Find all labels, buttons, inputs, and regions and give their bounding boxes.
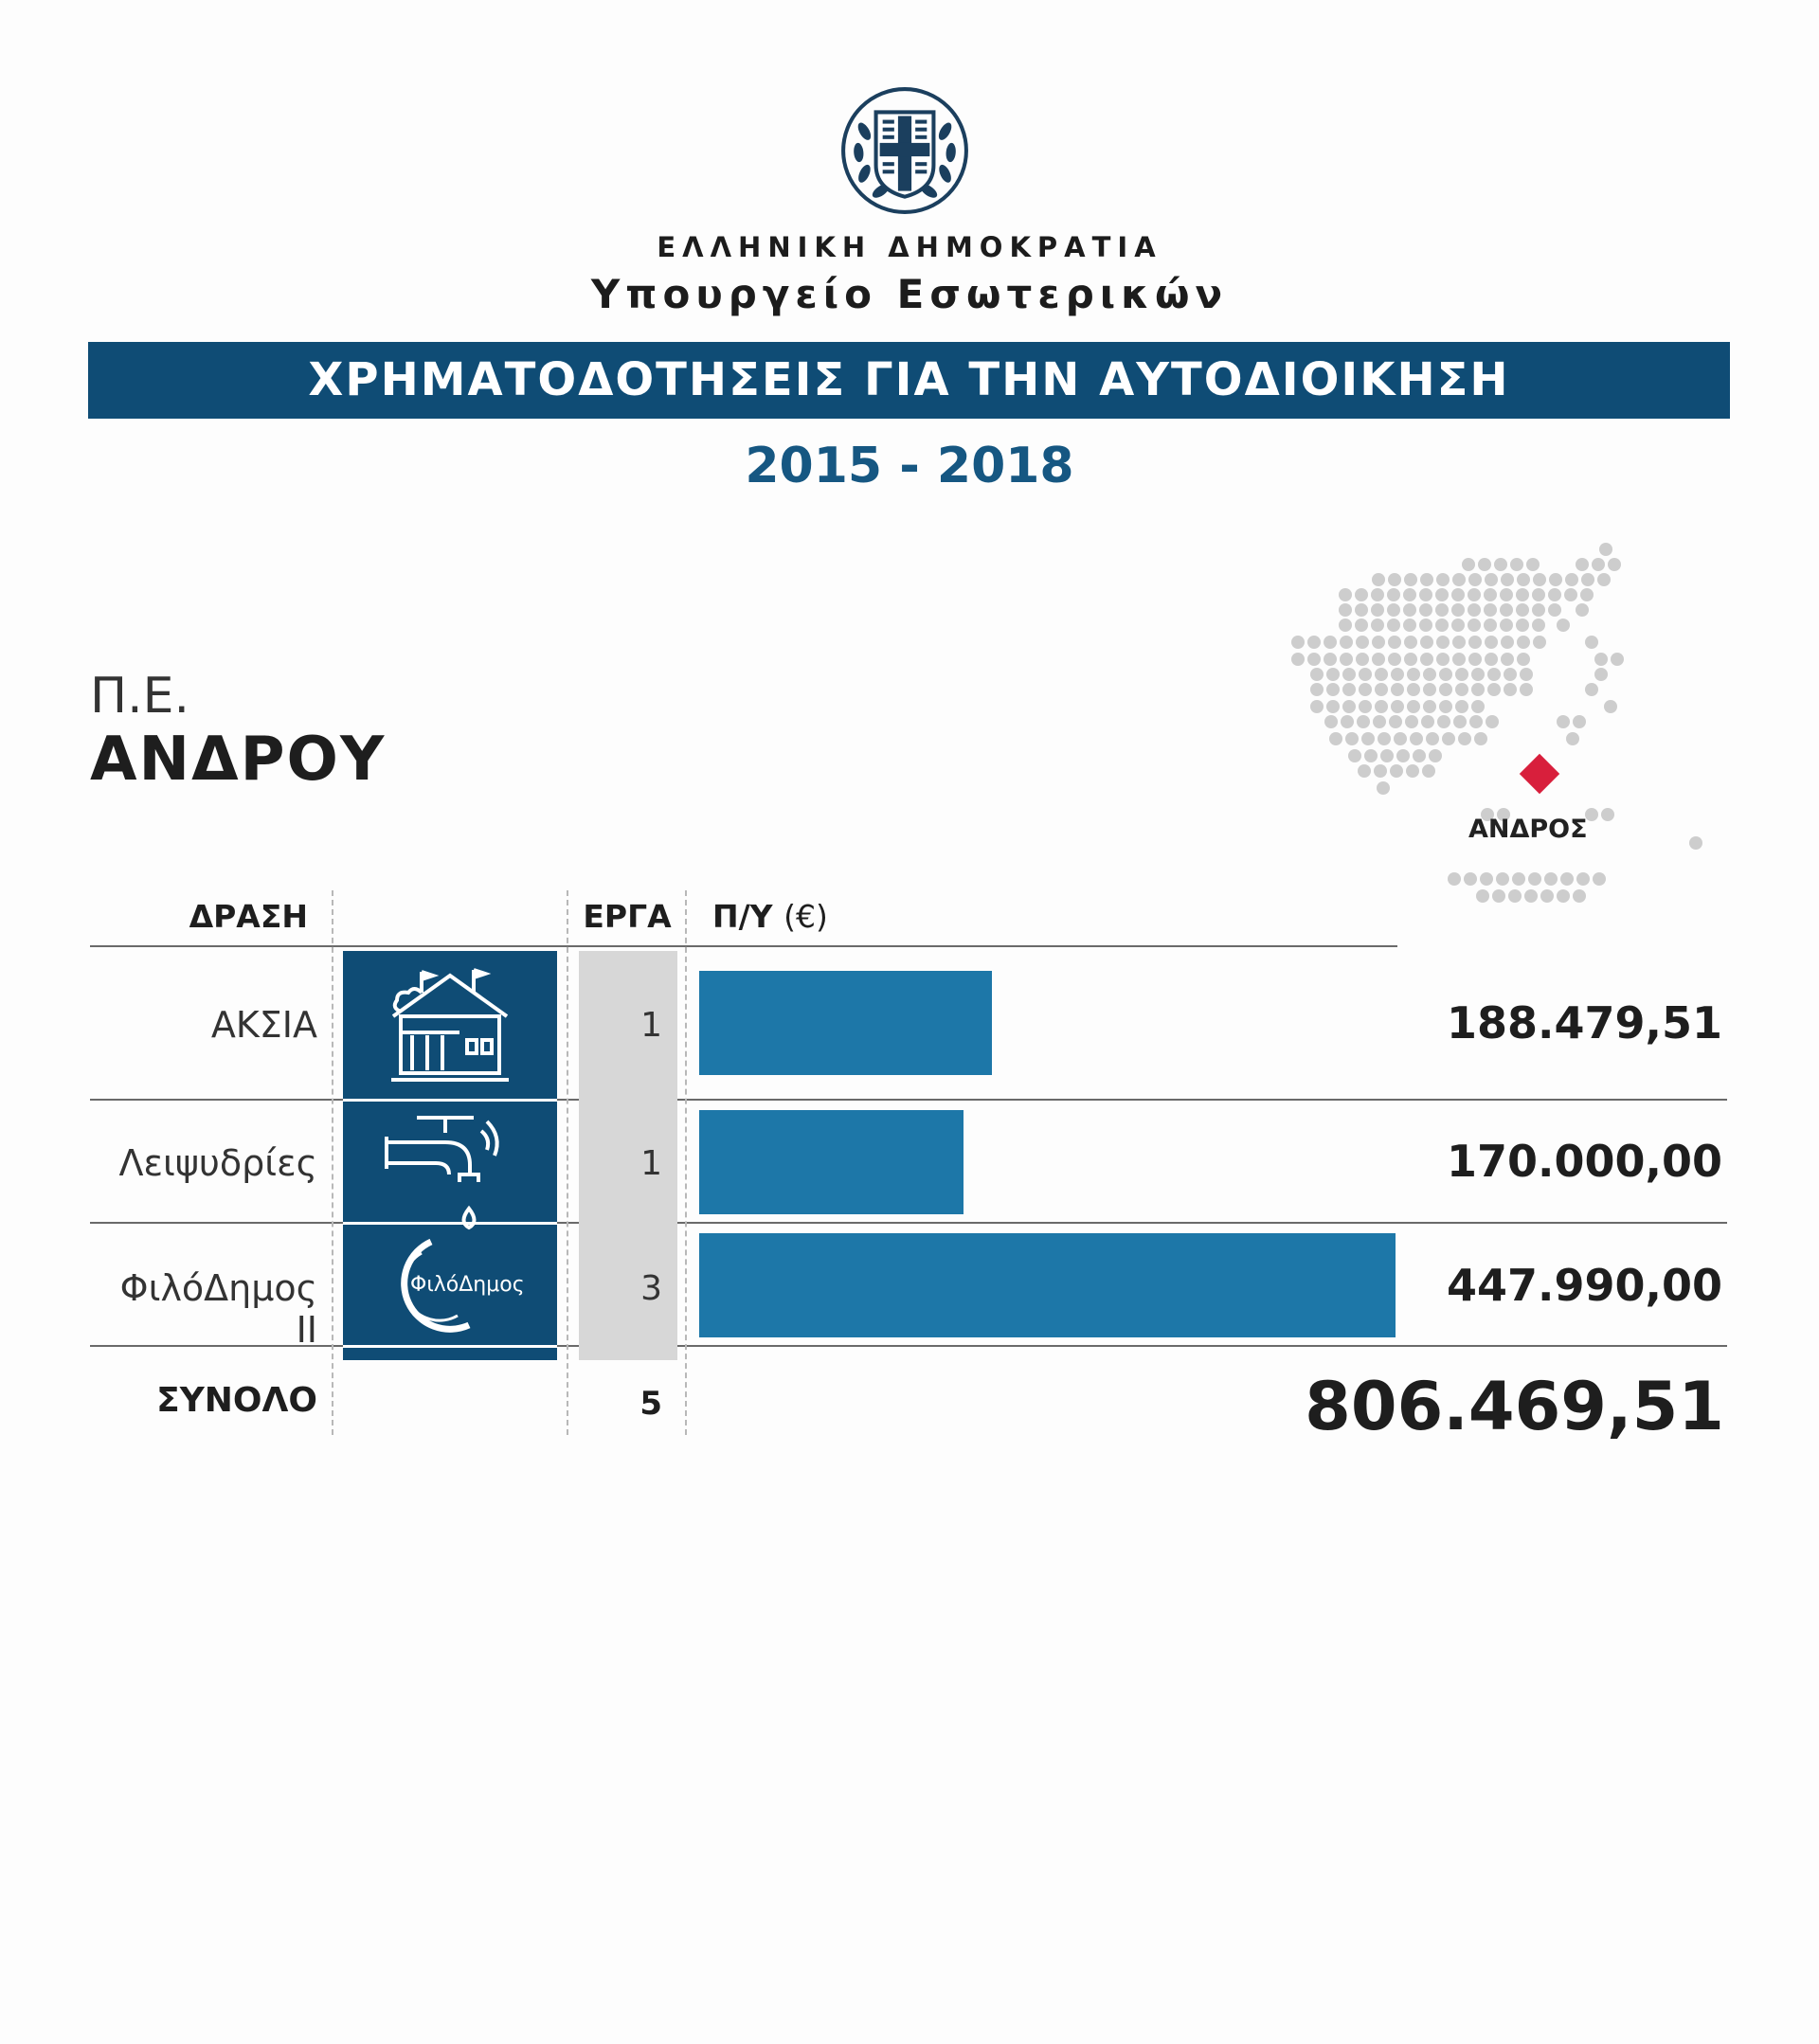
row-budget-value: 188.479,51	[1446, 997, 1722, 1049]
map-dot	[1339, 619, 1352, 632]
map-dot	[1342, 683, 1356, 696]
map-dot	[1468, 653, 1482, 666]
andros-marker-label: ΑΝΔΡΟΣ	[1468, 815, 1588, 844]
budget-bar	[699, 971, 992, 1075]
map-dot	[1380, 749, 1394, 762]
map-dot	[1451, 588, 1465, 601]
map-dot	[1585, 683, 1598, 696]
map-dot	[1439, 683, 1452, 696]
map-dot	[1437, 715, 1450, 728]
map-dot	[1342, 668, 1356, 681]
map-dot	[1528, 872, 1541, 886]
map-dot	[1576, 603, 1589, 617]
map-dot	[1359, 668, 1372, 681]
map-dot	[1407, 700, 1420, 713]
map-dot	[1291, 653, 1305, 666]
map-dot	[1452, 573, 1466, 586]
map-dots	[1291, 543, 1702, 903]
map-dot	[1565, 573, 1578, 586]
map-dot	[1516, 619, 1529, 632]
map-dot	[1486, 715, 1499, 728]
map-dot	[1420, 653, 1433, 666]
map-dot	[1435, 603, 1449, 617]
map-dot	[1356, 653, 1369, 666]
map-dot	[1496, 872, 1509, 886]
map-dot	[1404, 653, 1417, 666]
map-dot	[1452, 636, 1466, 649]
map-dot	[1533, 573, 1546, 586]
map-dot	[1435, 588, 1449, 601]
republic-heading: ΕΛΛΗΝΙΚΗ ΔΗΜΟΚΡΑΤΙΑ	[657, 231, 1162, 263]
map-dot	[1580, 588, 1594, 601]
andros-marker	[1520, 754, 1559, 794]
map-dot	[1484, 603, 1497, 617]
map-dot	[1524, 889, 1538, 903]
map-dot	[1517, 653, 1530, 666]
header-budget	[712, 898, 828, 935]
map-dot	[1453, 715, 1467, 728]
map-dot	[1516, 588, 1529, 601]
map-dot	[1564, 588, 1577, 601]
map-dot	[1487, 668, 1501, 681]
map-dot	[1504, 683, 1517, 696]
map-dot	[1326, 668, 1340, 681]
map-dot	[1426, 732, 1439, 745]
map-dot	[1468, 636, 1482, 649]
map-dot	[1611, 653, 1624, 666]
map-dot	[1307, 636, 1321, 649]
map-dot	[1324, 636, 1337, 649]
map-dot	[1458, 732, 1471, 745]
map-dot	[1355, 619, 1368, 632]
map-dot	[1371, 588, 1384, 601]
map-dot	[1359, 700, 1372, 713]
map-dot	[1371, 619, 1384, 632]
map-dot	[1494, 558, 1507, 571]
map-dot	[1403, 588, 1416, 601]
map-dot	[1599, 543, 1612, 556]
map-dot	[1404, 636, 1417, 649]
total-budget-value: 806.469,51	[1305, 1368, 1724, 1445]
map-dot	[1372, 653, 1385, 666]
map-dot	[1339, 588, 1352, 601]
budget-bar	[699, 1110, 964, 1214]
map-dot	[1342, 700, 1356, 713]
map-dot	[1345, 732, 1359, 745]
map-dot	[1585, 636, 1598, 649]
map-dot	[1500, 603, 1513, 617]
map-dot	[1485, 636, 1498, 649]
region-name: ΑΝΔΡΟΥ	[90, 725, 387, 795]
map-dot	[1439, 700, 1452, 713]
map-dot	[1405, 715, 1418, 728]
map-dot	[1448, 872, 1461, 886]
map-dot	[1339, 603, 1352, 617]
map-dot	[1593, 872, 1606, 886]
map-dot	[1310, 668, 1324, 681]
map-dot	[1388, 636, 1401, 649]
map-dot	[1387, 603, 1400, 617]
map-dot	[1387, 588, 1400, 601]
row-action-label: Λειψυδρίες	[118, 1142, 317, 1184]
map-dot	[1403, 619, 1416, 632]
map-dot	[1532, 619, 1545, 632]
map-dot	[1324, 715, 1338, 728]
map-dot	[1340, 653, 1353, 666]
row-budget-value: 170.000,00	[1446, 1136, 1722, 1187]
map-dot	[1391, 683, 1404, 696]
map-dot	[1581, 573, 1594, 586]
map-dot	[1356, 636, 1369, 649]
map-dot	[1420, 573, 1433, 586]
map-dot	[1501, 573, 1514, 586]
map-dot	[1391, 700, 1404, 713]
map-dot	[1557, 619, 1570, 632]
map-dot	[1422, 764, 1435, 778]
map-dot	[1512, 872, 1525, 886]
map-dot	[1359, 683, 1372, 696]
map-dot	[1608, 558, 1621, 571]
map-dot	[1455, 683, 1468, 696]
map-dot	[1310, 683, 1324, 696]
row-project-count: 1	[640, 1006, 662, 1045]
map-dot	[1500, 588, 1513, 601]
map-dot	[1576, 558, 1589, 571]
map-dot	[1474, 732, 1487, 745]
map-dot	[1389, 715, 1402, 728]
map-dot	[1372, 636, 1385, 649]
map-dot	[1341, 715, 1354, 728]
map-dot	[1469, 715, 1483, 728]
map-dot	[1462, 558, 1475, 571]
map-dot	[1388, 573, 1401, 586]
header-projects: ΕΡΓΑ	[583, 898, 672, 935]
map-dot	[1375, 668, 1388, 681]
map-dot	[1540, 889, 1554, 903]
map-dot	[1388, 653, 1401, 666]
greece-dot-map	[1279, 511, 1705, 985]
map-dot	[1435, 619, 1449, 632]
map-dot	[1291, 636, 1305, 649]
map-dot	[1377, 781, 1390, 795]
map-dot	[1468, 573, 1482, 586]
map-dot	[1478, 558, 1491, 571]
map-dot	[1375, 700, 1388, 713]
map-dot	[1390, 764, 1403, 778]
map-dot	[1452, 653, 1466, 666]
map-dot	[1387, 619, 1400, 632]
map-dot	[1358, 764, 1371, 778]
map-dot	[1407, 683, 1420, 696]
map-dot	[1329, 732, 1342, 745]
map-dot	[1594, 653, 1608, 666]
map-dot	[1378, 732, 1391, 745]
column-separator	[332, 890, 333, 1435]
map-dot	[1361, 732, 1375, 745]
total-project-count: 5	[639, 1385, 662, 1423]
column-separator	[567, 890, 568, 1435]
map-dot	[1451, 603, 1465, 617]
icon-divider	[343, 1099, 557, 1102]
row-budget-value: 447.990,00	[1446, 1260, 1722, 1311]
map-dot	[1439, 668, 1452, 681]
map-dot	[1423, 668, 1436, 681]
map-dot	[1324, 653, 1337, 666]
map-dot	[1517, 636, 1530, 649]
map-dot	[1436, 573, 1450, 586]
map-dot	[1429, 749, 1442, 762]
map-dot	[1326, 683, 1340, 696]
map-dot	[1371, 603, 1384, 617]
map-dot	[1413, 749, 1426, 762]
column-separator	[685, 890, 687, 1435]
map-dot	[1601, 808, 1614, 821]
budget-bar	[699, 1233, 1396, 1337]
map-dot	[1455, 668, 1468, 681]
map-dot	[1487, 683, 1501, 696]
map-dot	[1421, 715, 1434, 728]
map-dot	[1423, 683, 1436, 696]
map-dot	[1689, 836, 1702, 850]
map-dot	[1573, 889, 1586, 903]
title-banner: ΧΡΗΜΑΤΟΔΟΤΗΣΕΙΣ ΓΙΑ ΤΗΝ ΑΥΤΟΔΙΟΙΚΗΣΗ	[88, 342, 1730, 419]
map-dot	[1517, 573, 1530, 586]
map-dot	[1508, 889, 1522, 903]
map-dot	[1394, 732, 1407, 745]
filodimos-logo-icon	[365, 1234, 535, 1338]
row-action-label: ΦιλόΔημος ΙΙ	[119, 1267, 317, 1351]
map-dot	[1373, 715, 1386, 728]
map-dot	[1548, 588, 1561, 601]
map-dot	[1375, 683, 1388, 696]
map-dot	[1594, 668, 1608, 681]
map-dot	[1471, 700, 1485, 713]
filodimos-logo-text: ΦιλόΔημος	[410, 1273, 525, 1297]
map-dot	[1464, 872, 1477, 886]
map-dot	[1455, 700, 1468, 713]
map-dot	[1544, 872, 1558, 886]
map-dot	[1442, 732, 1455, 745]
map-dot	[1372, 573, 1385, 586]
header-action: ΔΡΑΣΗ	[189, 898, 308, 935]
map-dot	[1468, 619, 1481, 632]
map-dot	[1557, 889, 1570, 903]
map-dot	[1348, 749, 1361, 762]
map-dot	[1451, 619, 1465, 632]
row-project-count: 1	[640, 1144, 662, 1183]
map-dot	[1604, 700, 1617, 713]
map-dot	[1485, 653, 1498, 666]
map-dot	[1480, 872, 1493, 886]
map-dot	[1419, 603, 1432, 617]
row-action-label: ΑΚΣΙΑ	[210, 1004, 317, 1046]
map-dot	[1532, 588, 1545, 601]
map-dot	[1532, 603, 1545, 617]
map-dot	[1516, 603, 1529, 617]
region-type-label: Π.Ε.	[90, 668, 190, 725]
map-dot	[1504, 668, 1517, 681]
map-dot	[1500, 619, 1513, 632]
map-dot	[1501, 636, 1514, 649]
map-dot	[1484, 588, 1497, 601]
map-dot	[1468, 603, 1481, 617]
map-dot	[1391, 668, 1404, 681]
header-rule	[90, 945, 1397, 947]
map-dot	[1436, 653, 1450, 666]
map-dot	[1326, 700, 1340, 713]
map-dot	[1557, 715, 1570, 728]
map-dot	[1471, 668, 1485, 681]
map-dot	[1471, 683, 1485, 696]
map-dot	[1307, 653, 1321, 666]
map-dot	[1468, 588, 1481, 601]
greek-emblem-logo	[837, 83, 972, 218]
map-dot	[1310, 700, 1324, 713]
town-hall-icon	[384, 964, 516, 1087]
map-dot	[1406, 764, 1419, 778]
map-dot	[1403, 603, 1416, 617]
water-tap-icon	[379, 1110, 512, 1233]
map-dot	[1340, 636, 1353, 649]
map-dot	[1423, 700, 1436, 713]
map-dot	[1476, 889, 1489, 903]
map-dot	[1436, 636, 1450, 649]
map-dot	[1597, 573, 1611, 586]
map-dot	[1485, 573, 1498, 586]
map-dot	[1533, 636, 1546, 649]
map-dot	[1566, 732, 1579, 745]
row-divider	[90, 1345, 1727, 1347]
map-dot	[1374, 764, 1387, 778]
row-divider	[90, 1099, 1727, 1101]
header-budget-label: Π/Υ	[712, 898, 773, 935]
ministry-heading: Υπουργείο Εσωτερικών	[590, 271, 1229, 317]
map-dot	[1549, 573, 1562, 586]
map-dot	[1501, 653, 1514, 666]
years-subtitle: 2015 - 2018	[745, 438, 1074, 494]
map-dot	[1560, 872, 1574, 886]
map-dot	[1510, 558, 1523, 571]
row-divider	[90, 1222, 1727, 1224]
map-dot	[1492, 889, 1505, 903]
map-dot	[1526, 558, 1540, 571]
total-label: ΣΥΝΟΛΟ	[156, 1381, 317, 1420]
map-dot	[1548, 603, 1561, 617]
map-dot	[1410, 732, 1423, 745]
map-dot	[1520, 683, 1533, 696]
map-dot	[1592, 558, 1605, 571]
header-budget-unit: (€)	[783, 898, 828, 935]
map-dot	[1420, 636, 1433, 649]
map-dot	[1484, 619, 1497, 632]
row-project-count: 3	[640, 1269, 662, 1308]
map-dot	[1357, 715, 1370, 728]
map-dot	[1407, 668, 1420, 681]
map-dot	[1576, 872, 1590, 886]
map-dot	[1396, 749, 1410, 762]
map-dot	[1404, 573, 1417, 586]
map-dot	[1364, 749, 1378, 762]
map-dot	[1573, 715, 1586, 728]
icon-divider	[343, 1345, 557, 1348]
map-dot	[1419, 588, 1432, 601]
map-dot	[1355, 603, 1368, 617]
map-dot	[1355, 588, 1368, 601]
map-dot	[1419, 619, 1432, 632]
map-dot	[1520, 668, 1533, 681]
